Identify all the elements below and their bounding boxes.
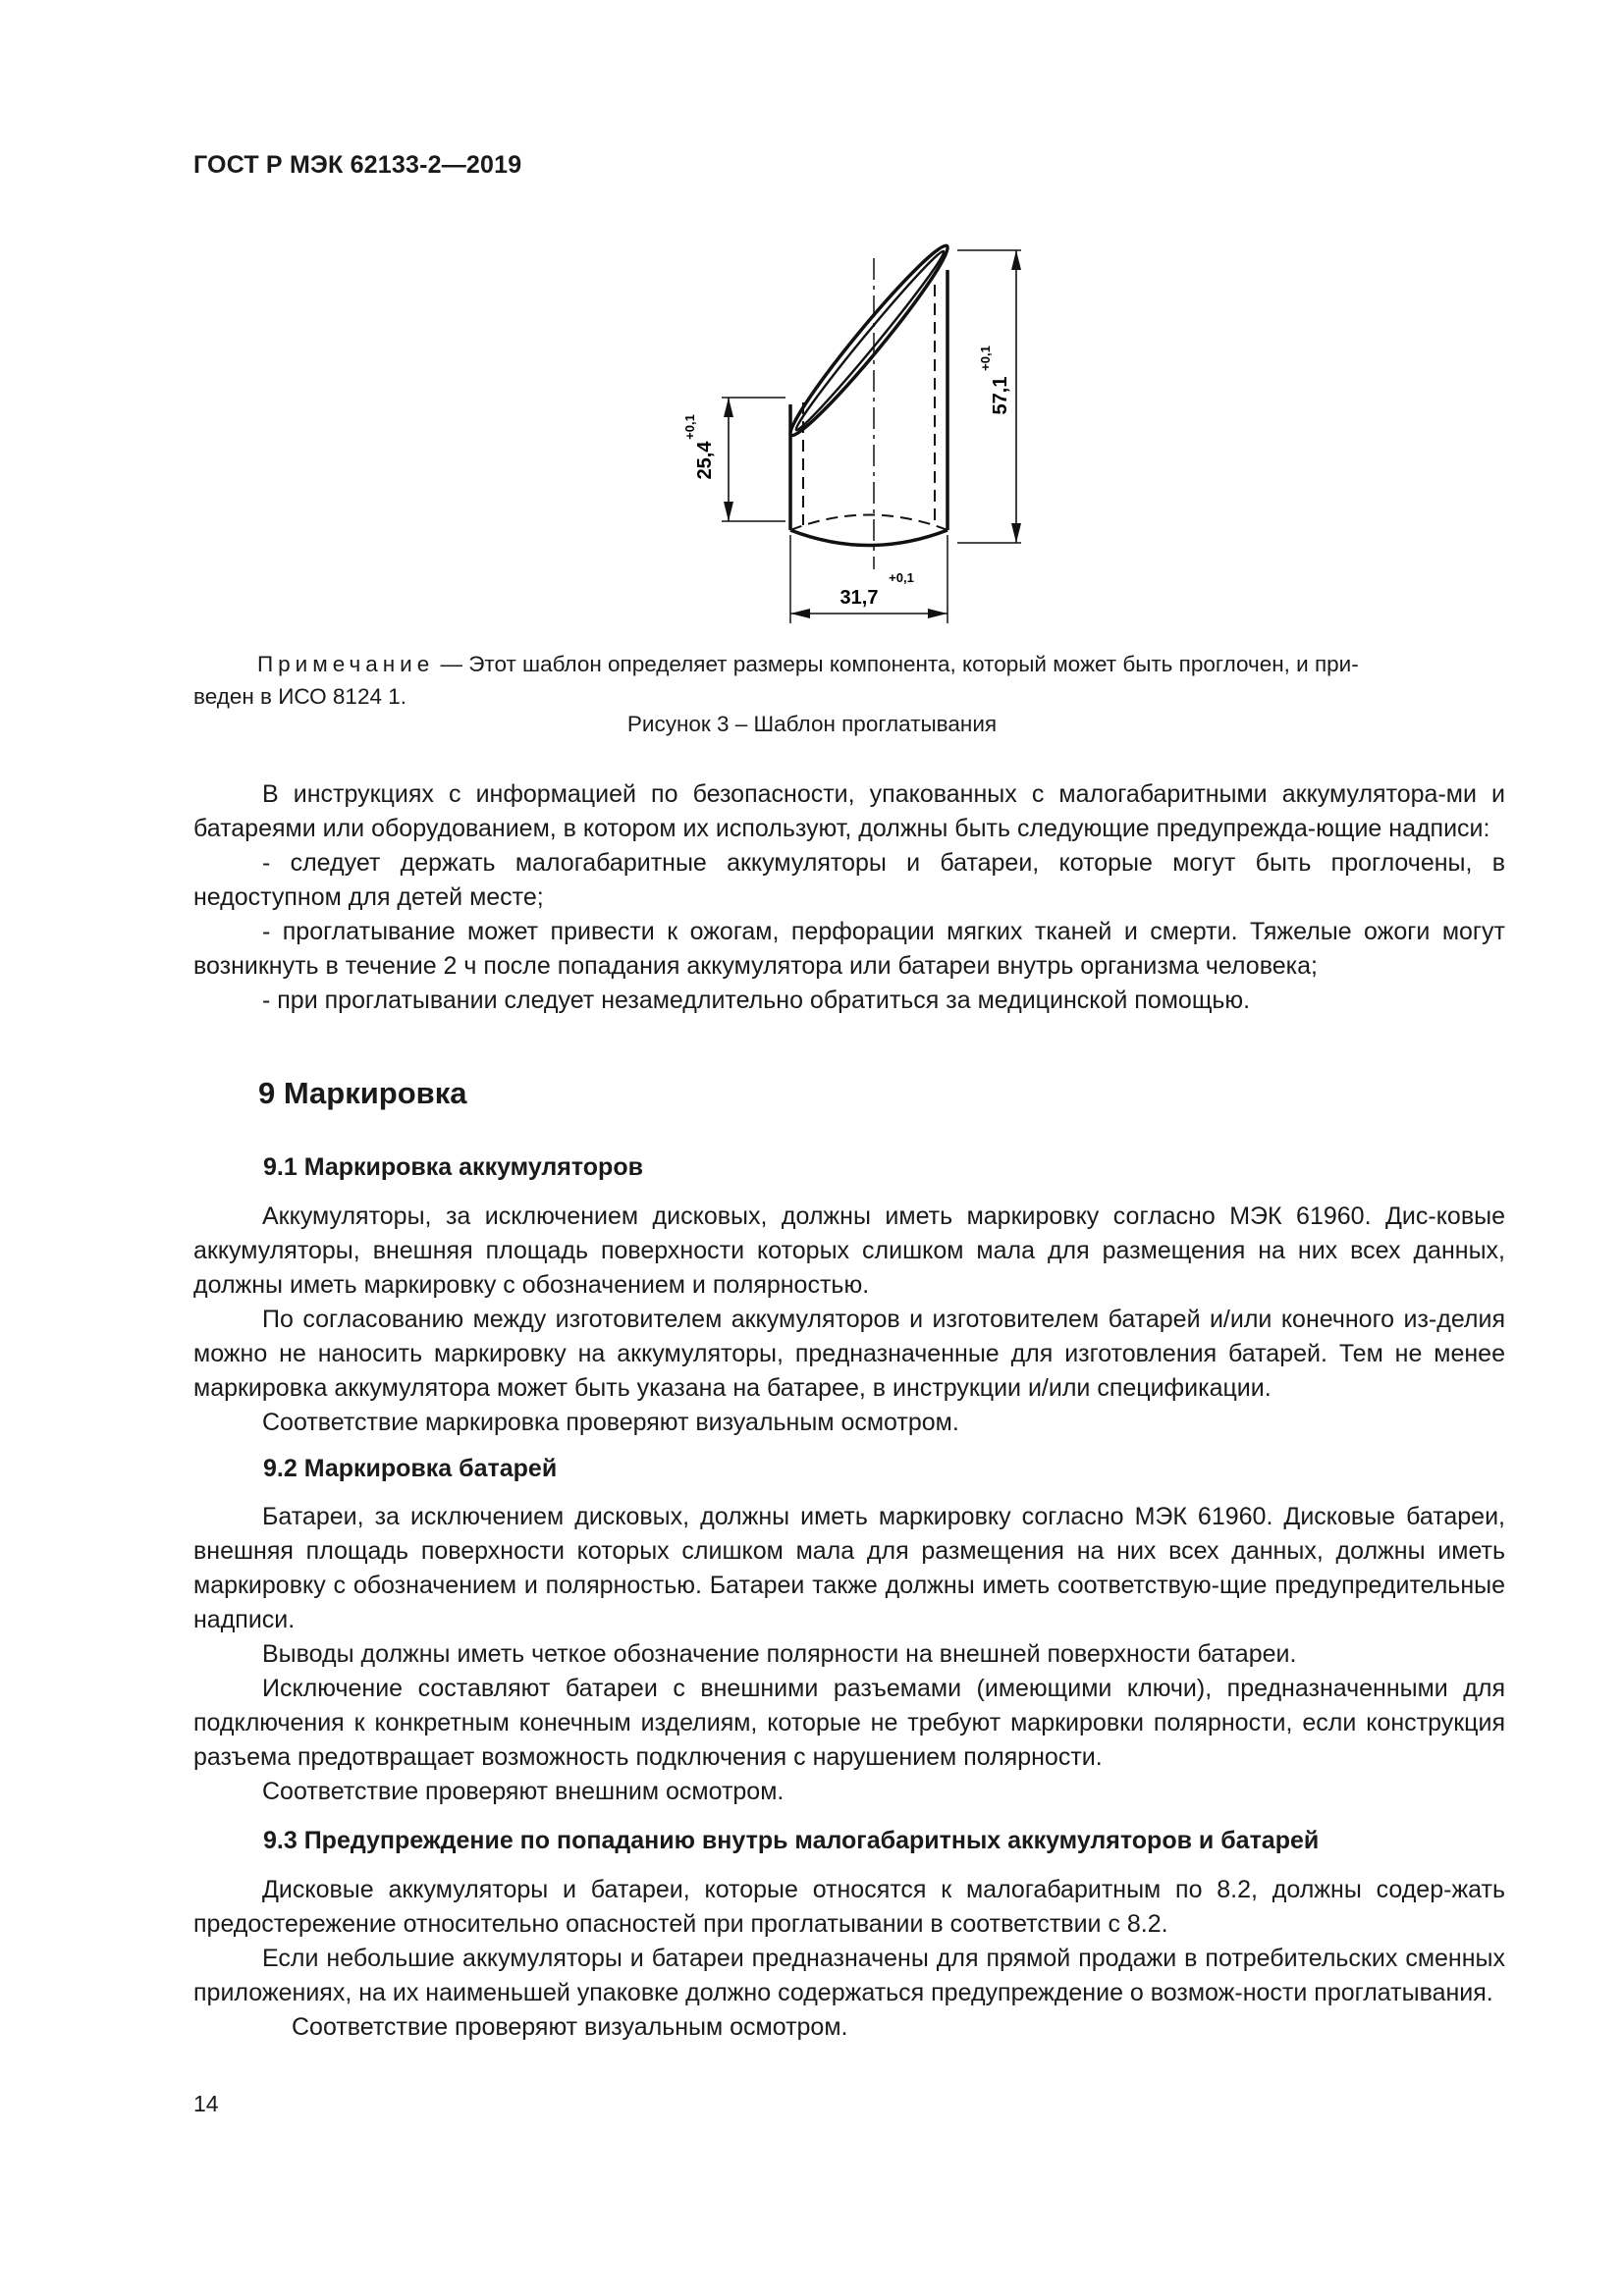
s92-paragraph-2: Выводы должны иметь четкое обозначение полярности на внешней поверхности батареи. [262, 1640, 1297, 1668]
s91-paragraph-1: Аккумуляторы, за исключением дисковых, должны иметь маркировку согласно МЭК 61960. Дис-ковые аккумуляторы, внешняя площадь поверхности которых слишком мала для размещения на них всех данных, должны иметь маркировку с обозначением и полярностью. [193, 1202, 1505, 1299]
intro-list-item-1: - следует держать малогабаритные аккумуляторы и батареи, которые могут быть проглочены, в недоступном для детей месте; [193, 849, 1505, 911]
intro-list-item-3: - при проглатывании следует незамедлительно обратиться за медицинской помощью. [262, 987, 1251, 1014]
s93-paragraph-2: Если небольшие аккумуляторы и батареи предназначены для прямой продажи в потребительских сменных приложениях, на их наименьшей упаковке должно содержаться предупреждение о возмож-ности проглатывания. [193, 1945, 1505, 2006]
width-label: 31,7 [839, 587, 879, 609]
s93-paragraph-3: Соответствие проверяют визуальным осмотром. [292, 2013, 848, 2041]
figure-bottom-front [790, 530, 947, 546]
section-9-2-body [193, 1500, 1505, 1809]
figure-note [193, 648, 1505, 713]
section-9-3-body [193, 1873, 1505, 2045]
short-height-label: 25,4 [694, 441, 716, 480]
page-number: 14 [193, 2091, 219, 2116]
s92-paragraph-4: Соответствие проверяют внешним осмотром. [262, 1778, 785, 1805]
width-tol: +0,1 [889, 570, 914, 585]
swallowing-template-figure [628, 231, 1041, 643]
note-label: Примечание [257, 652, 435, 676]
figure-caption: Рисунок 3 – Шаблон проглатывания [626, 712, 998, 736]
s91-paragraph-2: По согласованию между изготовителем аккумуляторов и изготовителем батарей и/или конечного из-делия можно не наносить маркировку на аккумуляторы, предназначенные для изготовления батарей. Тем не менее маркировка аккумулятора может быть указана на батарее, в инструкции и/или спецификации. [193, 1306, 1505, 1402]
s91-paragraph-3: Соответствие маркировка проверяют визуальным осмотром. [262, 1409, 959, 1436]
note-text-line1: — Этот шаблон определяет размеры компонента, который может быть проглочен, и при- [434, 652, 1359, 676]
s92-paragraph-1: Батареи, за исключением дисковых, должны иметь маркировку согласно МЭК 61960. Дисковые батареи, внешняя площадь поверхности которых слишком мала для размещения на них всех данных, должны иметь маркировку с обозначением и полярностью. Батареи также должны иметь соответствую-щие предупредительные надписи. [193, 1503, 1505, 1633]
tall-height-label: 57,1 [990, 376, 1011, 415]
s93-paragraph-1: Дисковые аккумуляторы и батареи, которые относятся к малогабаритным по 8.2, должны содер-жать предостережение относительно опасностей при проглатывании в соответствии с 8.2. [193, 1876, 1505, 1938]
figure-top-opening [790, 250, 923, 402]
intro-paragraph: В инструкциях с информацией по безопасности, упакованных с малогабаритными аккумулятора-ми и батареями или оборудованием, в котором их используют, должны быть следующие предупрежда-ющие надписи: [193, 780, 1505, 842]
section-9-1-body [193, 1200, 1505, 1440]
section-9-2-title: 9.2 Маркировка батарей [263, 1455, 558, 1482]
document-header: ГОСТ Р МЭК 62133-2—2019 [193, 151, 522, 179]
figure-top-ellipse-inner [791, 246, 949, 434]
section-9-title: 9 Маркировка [258, 1076, 467, 1110]
short-height-tol: +0,1 [682, 414, 697, 440]
note-text-line2: веден в ИСО 8124 1. [193, 684, 406, 709]
figure-bottom-back [790, 515, 947, 531]
figure-top-ellipse [781, 238, 956, 443]
section-9-3-title: 9.3 Предупреждение по попаданию внутрь малогабаритных аккумуляторов и батарей [263, 1827, 1320, 1854]
section-9-1-title: 9.1 Маркировка аккумуляторов [263, 1153, 643, 1181]
intro-list-item-2: - проглатывание может привести к ожогам, перфорации мягких тканей и смерти. Тяжелые ожоги могут возникнуть в течение 2 ч после попадания аккумулятора или батареи внутрь организма человека; [193, 918, 1505, 980]
intro-block [193, 777, 1505, 1018]
s92-paragraph-3: Исключение составляют батареи с внешними разъемами (имеющими ключи), предназначенными для подключения к конкретным конечным изделиям, которые не требуют маркировки полярности, если конструкция разъема предотвращает возможность подключения с нарушением полярности. [193, 1675, 1505, 1771]
tall-height-tol: +0,1 [978, 346, 993, 371]
